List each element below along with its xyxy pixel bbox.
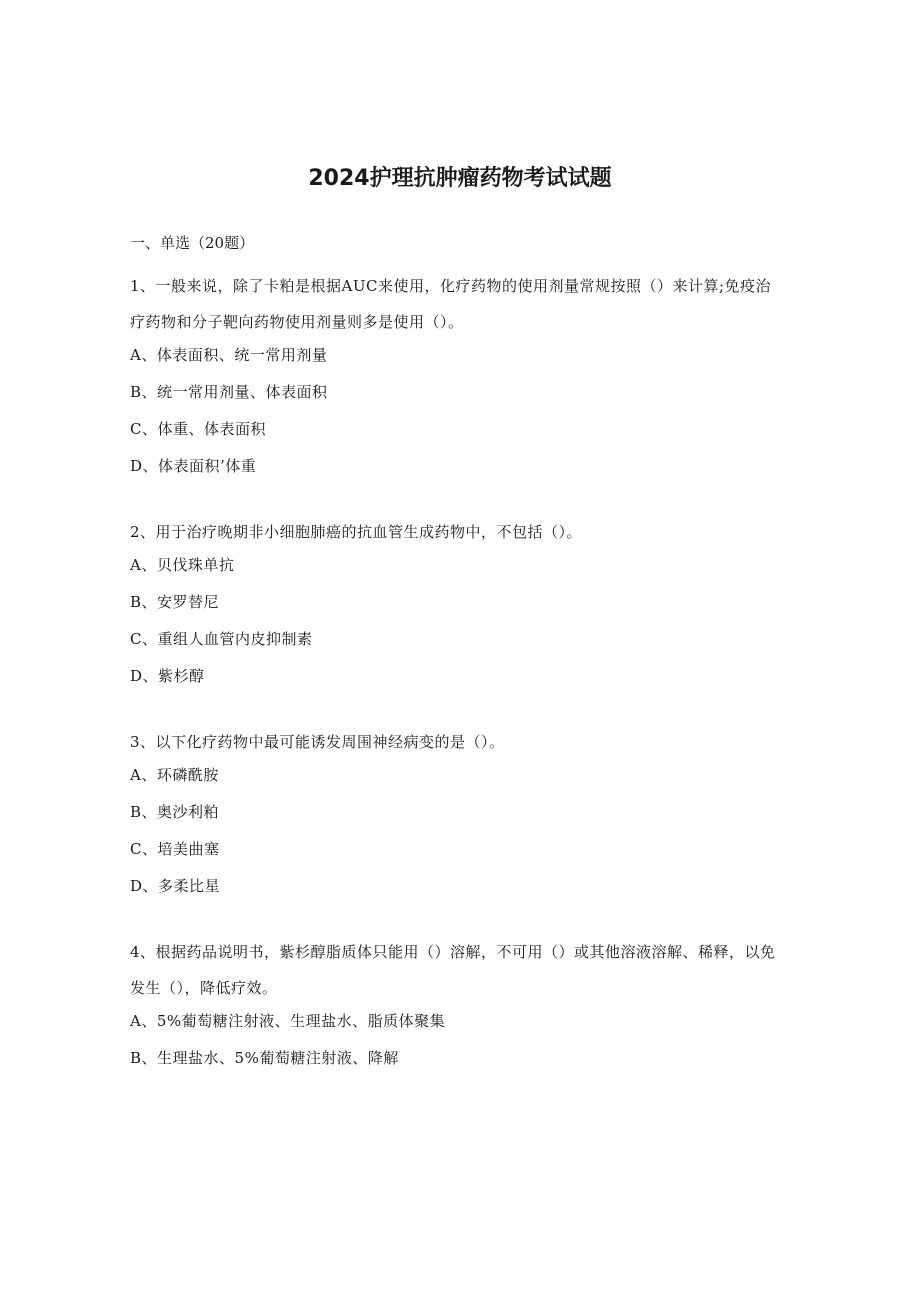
question-4: [130, 934, 780, 1069]
option-d: D、多柔比星: [130, 877, 221, 895]
option-b: B、奥沙利粕: [130, 803, 220, 821]
question-spacer: [130, 702, 780, 724]
question-text: 1、一般来说，除了卡粕是根据AUC来使用，化疗药物的使用剂量常规按照（）来计算;免疫治疗药物和分子靶向药物使用剂量则多是使用（）。: [130, 277, 772, 331]
option-c: C、重组人血管内皮抑制素: [130, 630, 313, 648]
option-a: A、贝伐珠单抗: [130, 556, 235, 574]
question-text: 2、用于治疗晚期非小细胞肺癌的抗血管生成药物中，不包括（）。: [130, 523, 583, 541]
question-text: 4、根据药品说明书，紫杉醇脂质体只能用（）溶解，不可用（）或其他溶液溶解、稀释，以免发生（），降低疗效。: [130, 943, 776, 997]
option-a: A、环磷酰胺: [130, 766, 219, 784]
document-title: 2024护理抗肿瘤药物考试试题: [308, 166, 612, 191]
option-a: A、体表面积、统一常用剂量: [130, 346, 328, 364]
option-c: C、体重、体表面积: [130, 420, 266, 438]
option-a: A、5%葡萄糖注射液、生理盐水、脂质体聚集: [130, 1012, 446, 1030]
option-b: B、统一常用剂量、体表面积: [130, 383, 328, 401]
question-spacer: [130, 492, 780, 514]
option-d: D、体表面积’体重: [130, 457, 257, 475]
question-2: [130, 514, 780, 687]
option-d: D、紫杉醇: [130, 667, 205, 685]
question-1: [130, 268, 780, 477]
question-3: [130, 724, 780, 897]
option-b: B、安罗替尼: [130, 593, 220, 611]
question-text: 3、以下化疗药物中最可能诱发周围神经病变的是（）。: [130, 733, 505, 751]
question-spacer: [130, 912, 780, 934]
option-b: B、生理盐水、5%葡萄糖注射液、降解: [130, 1049, 399, 1067]
document-body: [130, 232, 780, 1084]
option-c: C、培美曲塞: [130, 840, 220, 858]
section-heading: 一、单选（20题）: [130, 234, 255, 252]
